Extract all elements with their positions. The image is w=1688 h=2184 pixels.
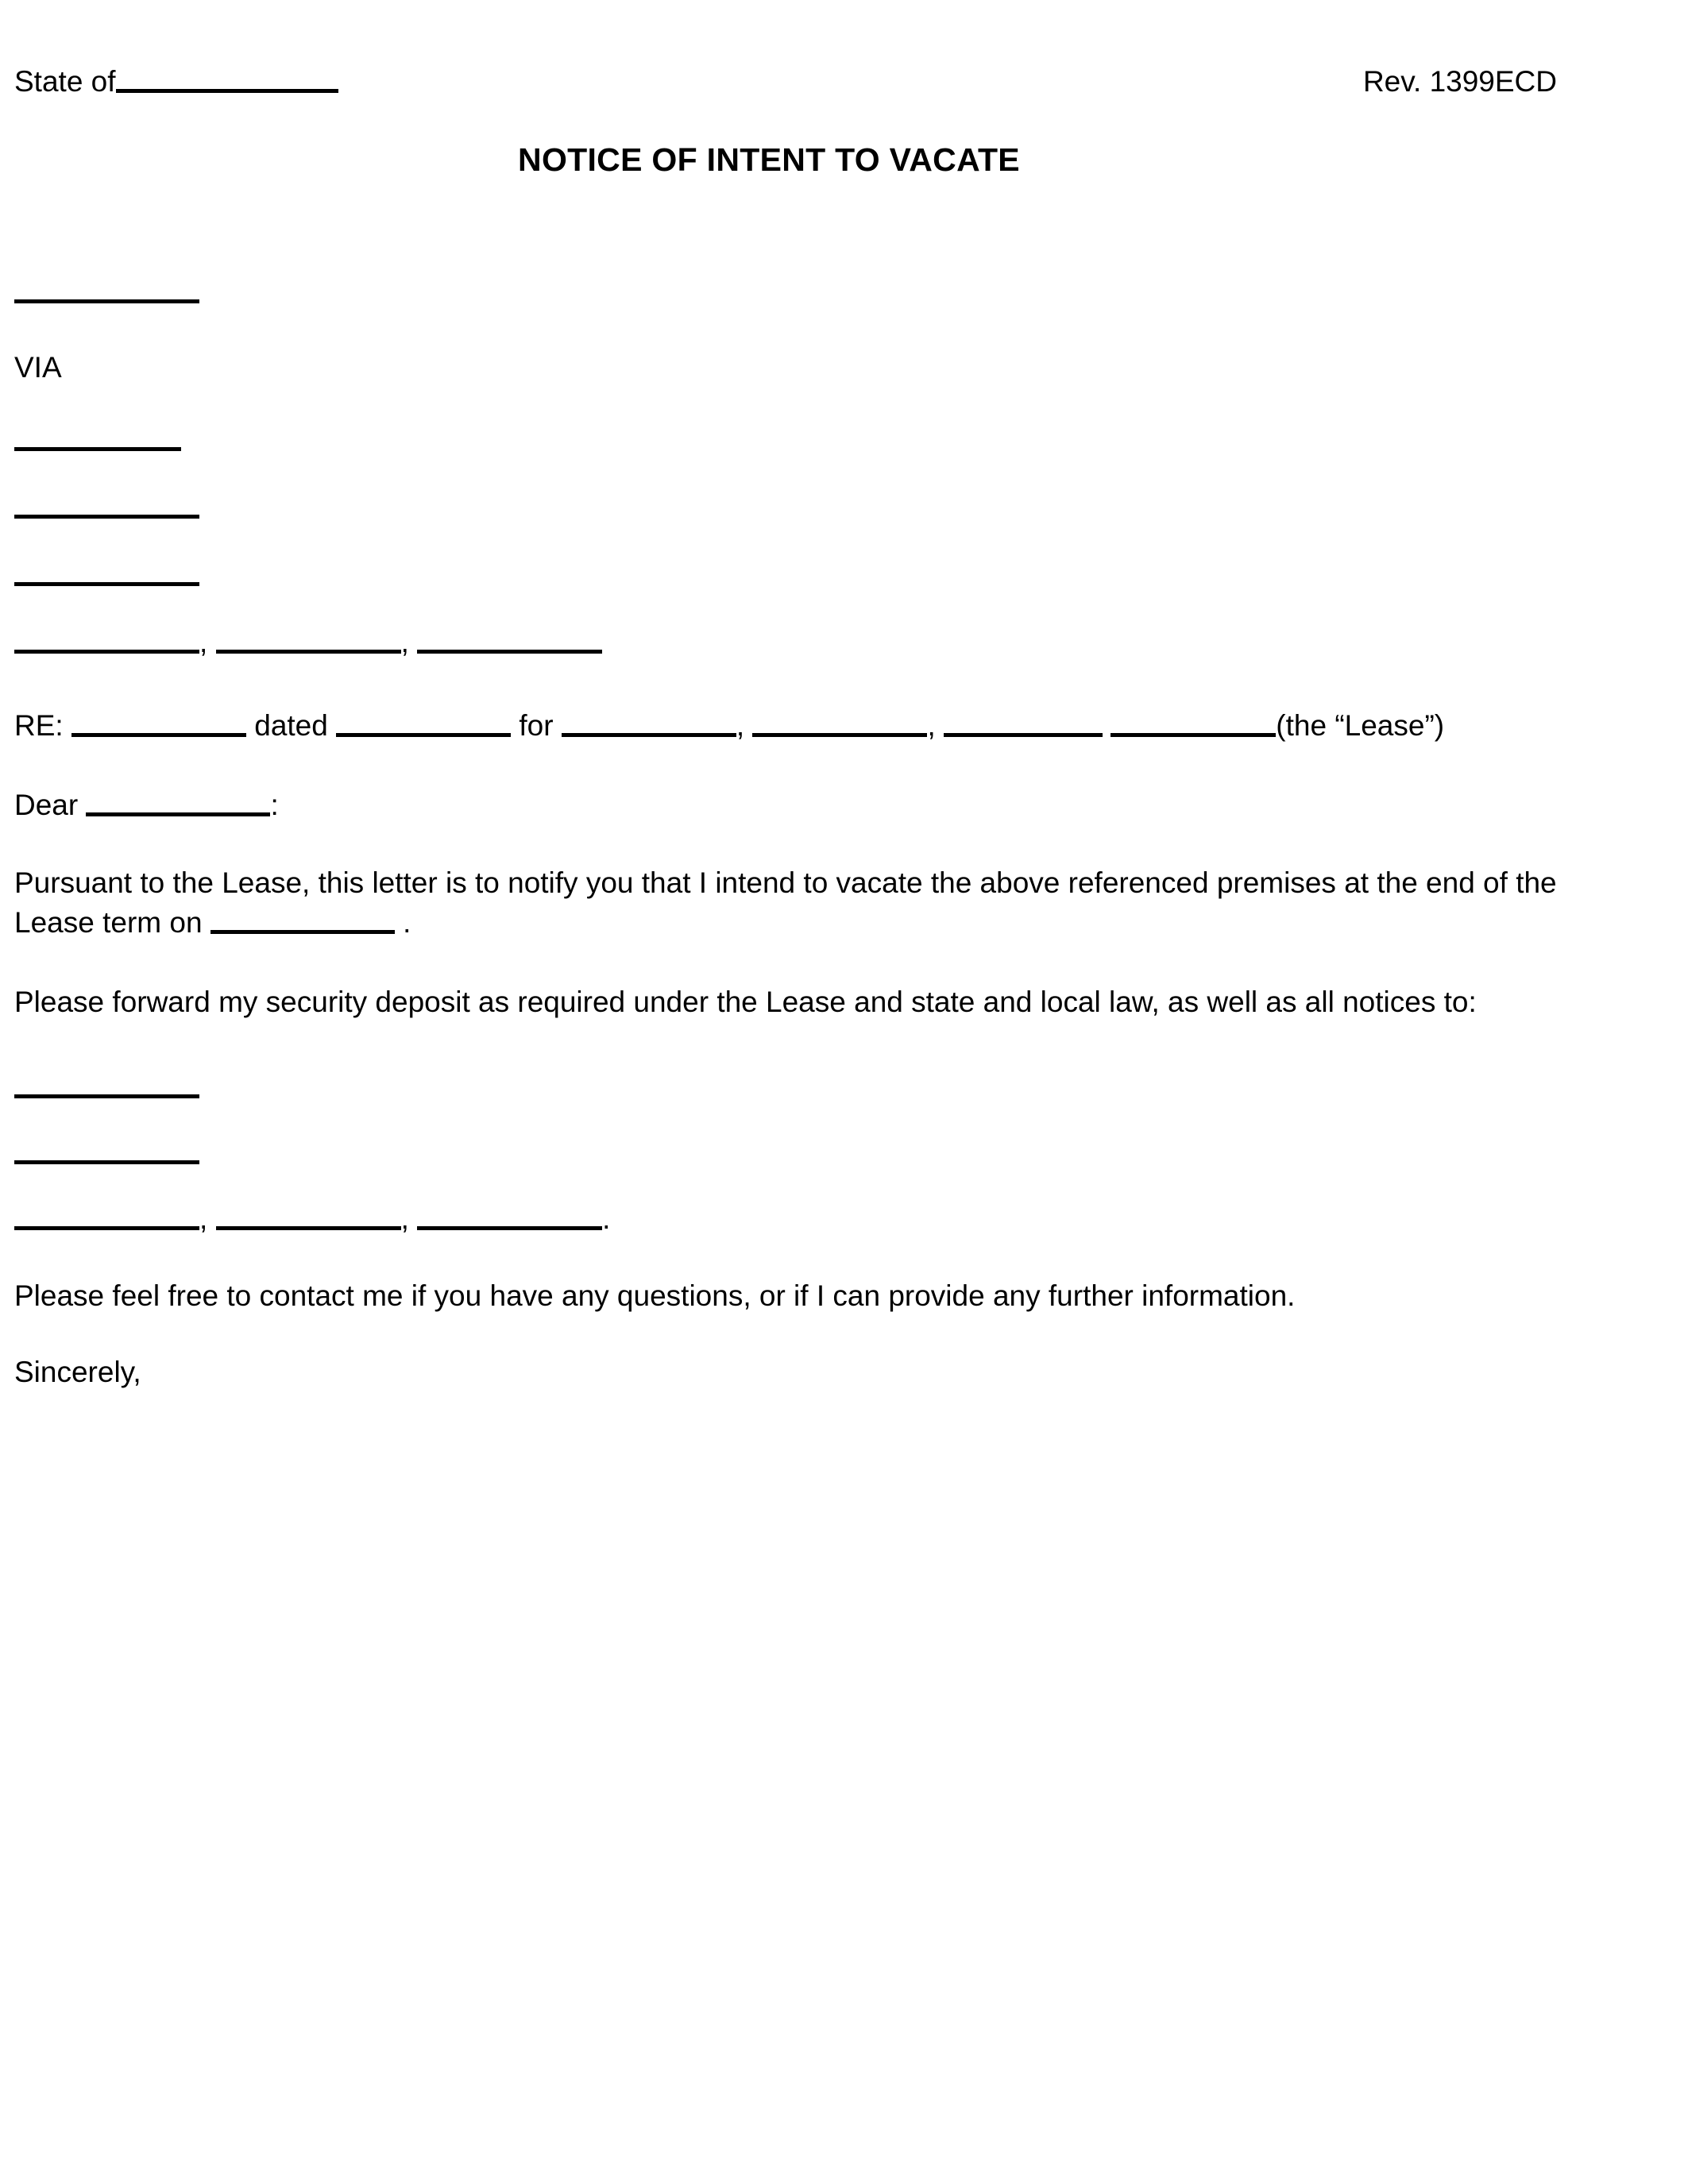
paragraph-intent-text: Pursuant to the Lease, this letter is to notify you that I intend to vacate the above referenced premises at the end of the Lease term on (14, 866, 1557, 940)
re-premises-zip-blank[interactable] (1111, 706, 1276, 737)
closing-salutation: Sincerely, (14, 1356, 141, 1389)
forwarding-city-state-zip (14, 1199, 1571, 1236)
salutation-name-blank[interactable] (86, 785, 270, 816)
via-method-blank[interactable] (14, 420, 181, 451)
state-of-blank[interactable] (116, 62, 338, 93)
paragraph-intent-period: . (403, 906, 411, 940)
via-method-line (14, 420, 1571, 454)
recipient-city-blank[interactable] (14, 623, 199, 654)
recipient-state-blank[interactable] (216, 623, 401, 654)
re-for-label: for (519, 709, 554, 743)
re-lease-suffix: (the “Lease”) (1276, 709, 1445, 743)
forwarding-street-blank[interactable] (14, 1133, 199, 1164)
re-premises-city-blank[interactable] (752, 706, 927, 737)
re-label: RE: (14, 709, 64, 743)
forwarding-zip-blank[interactable] (417, 1199, 602, 1230)
re-document-blank[interactable] (71, 706, 246, 737)
forwarding-city-blank[interactable] (14, 1199, 199, 1230)
re-premises-address-blank[interactable] (562, 706, 736, 737)
recipient-street-blank[interactable] (14, 555, 199, 586)
salutation-greeting: Dear (14, 789, 79, 822)
paragraph-intent (14, 863, 1571, 943)
revision-code: Rev. 1399ECD (1362, 65, 1557, 98)
re-comma-2: , (927, 709, 936, 743)
via-label: VIA (14, 351, 62, 384)
date-line (14, 272, 1571, 307)
paragraph-security-deposit: Please forward my security deposit as required under the Lease and state and local law, as well as all notices to: (14, 986, 1477, 1019)
recipient-address-line-1 (14, 488, 1571, 522)
document-content (14, 0, 1571, 1387)
salutation-colon: : (270, 789, 279, 822)
vacate-date-blank[interactable] (211, 903, 395, 934)
recipient-name-blank[interactable] (14, 488, 199, 519)
document-header (14, 0, 1571, 96)
re-comma-1: , (736, 709, 745, 743)
recipient-address-line-2 (14, 555, 1571, 589)
re-dated-label: dated (254, 709, 328, 743)
forwarding-address-line-2 (14, 1133, 1571, 1167)
forwarding-comma-1: , (199, 1202, 208, 1236)
date-blank[interactable] (14, 272, 199, 303)
salutation-line (14, 785, 1571, 820)
forwarding-name-blank[interactable] (14, 1067, 199, 1098)
recipient-city-state-zip (14, 623, 1571, 657)
state-of-field (14, 62, 338, 96)
page-title: NOTICE OF INTENT TO VACATE (518, 141, 1020, 179)
recipient-comma-2: , (400, 626, 409, 659)
forwarding-address-line-1 (14, 1067, 1571, 1102)
forwarding-state-blank[interactable] (216, 1199, 401, 1230)
forwarding-comma-2: , (400, 1202, 409, 1236)
re-line (14, 706, 1571, 743)
re-date-blank[interactable] (336, 706, 511, 737)
recipient-zip-blank[interactable] (417, 623, 602, 654)
forwarding-period: . (602, 1202, 611, 1236)
re-premises-state-blank[interactable] (944, 706, 1103, 737)
recipient-comma-1: , (199, 626, 208, 659)
paragraph-contact: Please feel free to contact me if you have any questions, or if I can provide any further information. (14, 1279, 1296, 1313)
state-of-label: State of (14, 65, 116, 98)
